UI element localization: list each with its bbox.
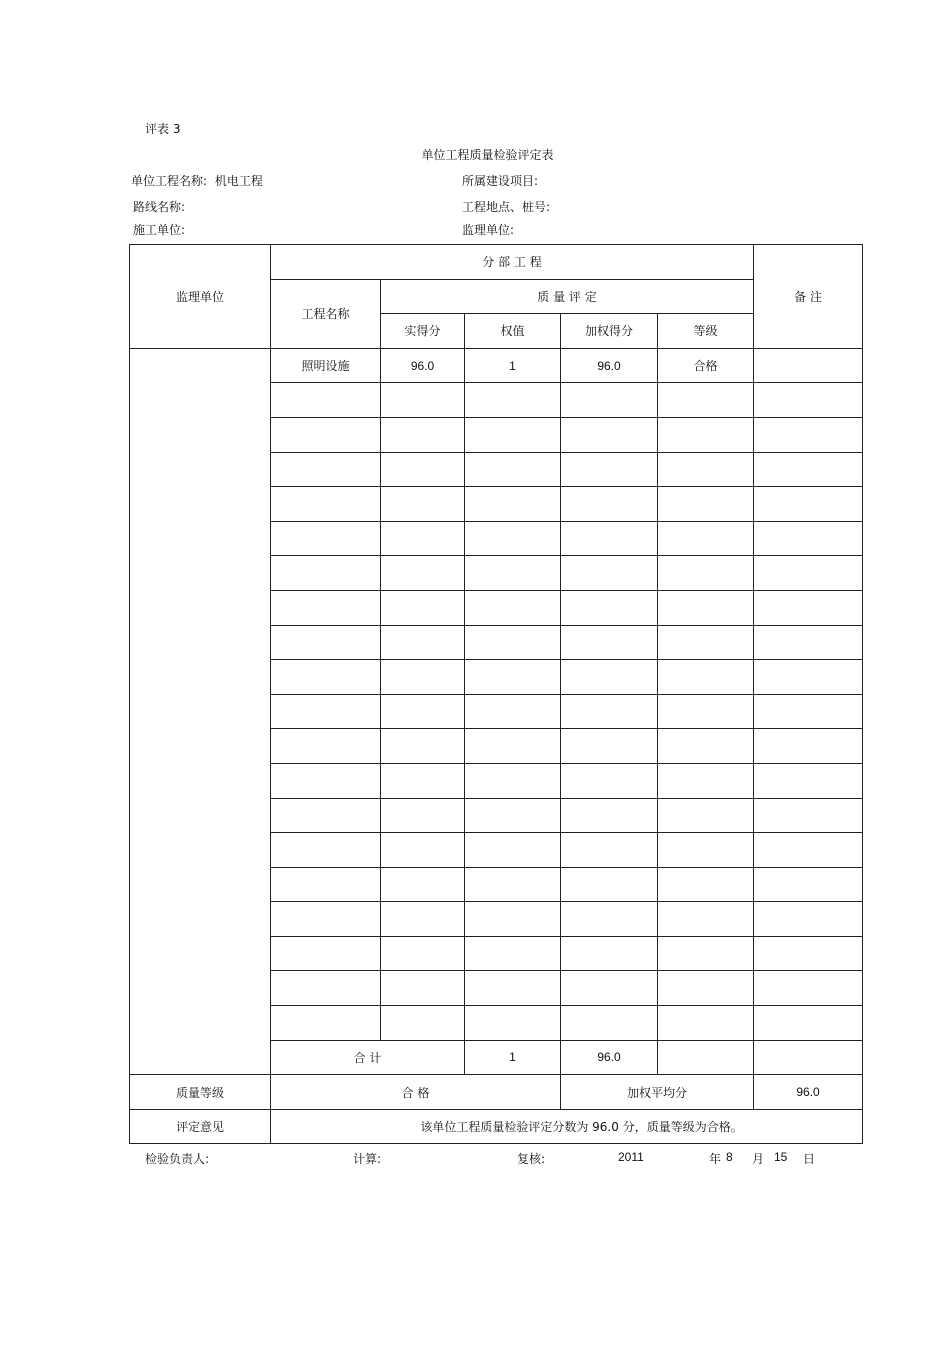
empty-cell	[381, 521, 465, 556]
empty-cell	[381, 625, 465, 660]
empty-cell	[658, 798, 754, 833]
unit-project-value: 机电工程	[214, 174, 263, 188]
empty-cell	[465, 1006, 561, 1041]
empty-cell	[271, 902, 381, 937]
empty-cell	[754, 729, 863, 764]
empty-cell	[465, 867, 561, 902]
empty-cell	[658, 487, 754, 522]
date-day-unit: 日	[803, 1152, 816, 1166]
row-remark	[754, 348, 863, 383]
empty-cell	[561, 417, 658, 452]
empty-cell	[465, 902, 561, 937]
empty-cell	[754, 417, 863, 452]
row-name: 照明设施	[271, 348, 381, 383]
header-grade: 等级	[658, 314, 754, 349]
header-weighted: 加权得分	[561, 314, 658, 349]
total-label: 合 计	[271, 1040, 465, 1075]
empty-cell	[381, 452, 465, 487]
empty-cell	[561, 521, 658, 556]
empty-cell	[754, 936, 863, 971]
empty-cell	[658, 971, 754, 1006]
empty-cell	[754, 971, 863, 1006]
empty-cell	[658, 556, 754, 591]
empty-cell	[271, 556, 381, 591]
evaluation-table	[129, 244, 863, 1144]
empty-cell	[381, 763, 465, 798]
empty-cell	[465, 936, 561, 971]
empty-cell	[658, 590, 754, 625]
empty-cell	[271, 936, 381, 971]
empty-cell	[381, 798, 465, 833]
date-year: 2011	[618, 1150, 644, 1164]
empty-cell	[561, 833, 658, 868]
empty-cell	[754, 590, 863, 625]
supervisor-label: 监理单位:	[462, 223, 515, 237]
empty-cell	[381, 556, 465, 591]
empty-cell	[271, 694, 381, 729]
empty-cell	[754, 556, 863, 591]
empty-cell	[754, 625, 863, 660]
empty-cell	[658, 417, 754, 452]
empty-cell	[561, 694, 658, 729]
empty-cell	[271, 590, 381, 625]
empty-cell	[465, 694, 561, 729]
empty-cell	[465, 487, 561, 522]
empty-cell	[754, 694, 863, 729]
empty-cell	[465, 590, 561, 625]
row-weight: 1	[465, 348, 561, 383]
empty-cell	[561, 1006, 658, 1041]
empty-cell	[561, 763, 658, 798]
header-score: 实得分	[381, 314, 465, 349]
route-label: 路线名称:	[133, 200, 186, 214]
empty-cell	[658, 625, 754, 660]
empty-cell	[381, 487, 465, 522]
empty-cell	[754, 833, 863, 868]
empty-cell	[754, 763, 863, 798]
empty-cell	[271, 867, 381, 902]
header-weight: 权值	[465, 314, 561, 349]
inspector-label: 检验负责人:	[145, 1152, 210, 1166]
empty-cell	[561, 660, 658, 695]
empty-cell	[658, 660, 754, 695]
empty-cell	[381, 971, 465, 1006]
empty-cell	[381, 936, 465, 971]
empty-cell	[658, 383, 754, 418]
empty-cell	[381, 383, 465, 418]
empty-cell	[658, 521, 754, 556]
empty-cell	[465, 452, 561, 487]
total-grade	[658, 1040, 754, 1075]
review-label: 复核:	[517, 1152, 546, 1166]
empty-cell	[658, 1006, 754, 1041]
unit-project-label: 单位工程名称:	[131, 174, 208, 188]
empty-cell	[271, 971, 381, 1006]
empty-cell	[561, 729, 658, 764]
header-subproject: 分 部 工 程	[271, 245, 754, 280]
empty-cell	[754, 798, 863, 833]
weighted-avg-label: 加权平均分	[561, 1075, 754, 1110]
empty-cell	[754, 902, 863, 937]
date-year-unit: 年	[709, 1152, 722, 1166]
quality-grade-value: 合 格	[271, 1075, 561, 1110]
empty-cell	[561, 936, 658, 971]
empty-cell	[465, 763, 561, 798]
empty-cell	[271, 521, 381, 556]
form-number: 评表 3	[145, 122, 181, 136]
calc-label: 计算:	[353, 1152, 382, 1166]
empty-cell	[754, 383, 863, 418]
empty-cell	[658, 763, 754, 798]
empty-cell	[271, 660, 381, 695]
empty-cell	[561, 487, 658, 522]
empty-cell	[271, 625, 381, 660]
weighted-avg-value: 96.0	[754, 1075, 863, 1110]
supervisor-cell	[130, 348, 271, 1074]
empty-cell	[271, 763, 381, 798]
empty-cell	[465, 660, 561, 695]
empty-cell	[561, 867, 658, 902]
total-weight: 1	[465, 1040, 561, 1075]
empty-cell	[465, 625, 561, 660]
empty-cell	[754, 452, 863, 487]
empty-cell	[465, 833, 561, 868]
empty-cell	[658, 936, 754, 971]
row-weighted: 96.0	[561, 348, 658, 383]
row-score: 96.0	[381, 348, 465, 383]
empty-cell	[381, 833, 465, 868]
page-title: 单位工程质量检验评定表	[421, 148, 554, 162]
empty-cell	[754, 660, 863, 695]
opinion-text: 该单位工程质量检验评定分数为 96.0 分，质量等级为合格。	[271, 1109, 863, 1144]
date-month-unit: 月	[752, 1152, 765, 1166]
empty-cell	[271, 833, 381, 868]
empty-cell	[465, 729, 561, 764]
empty-cell	[561, 452, 658, 487]
opinion-label: 评定意见	[130, 1109, 271, 1144]
row-grade: 合格	[658, 348, 754, 383]
empty-cell	[381, 1006, 465, 1041]
empty-cell	[465, 971, 561, 1006]
header-remark: 备 注	[754, 245, 863, 349]
empty-cell	[754, 487, 863, 522]
empty-cell	[381, 660, 465, 695]
empty-cell	[561, 590, 658, 625]
empty-cell	[271, 1006, 381, 1041]
empty-cell	[561, 625, 658, 660]
empty-cell	[754, 521, 863, 556]
empty-cell	[271, 383, 381, 418]
empty-cell	[658, 833, 754, 868]
empty-cell	[658, 867, 754, 902]
empty-cell	[465, 556, 561, 591]
header-project-name: 工程名称	[271, 279, 381, 348]
contractor-label: 施工单位:	[133, 223, 186, 237]
empty-cell	[658, 729, 754, 764]
empty-cell	[465, 798, 561, 833]
empty-cell	[658, 452, 754, 487]
empty-cell	[658, 902, 754, 937]
construction-project-label: 所属建设项目:	[462, 174, 539, 188]
empty-cell	[561, 798, 658, 833]
empty-cell	[271, 729, 381, 764]
empty-cell	[465, 521, 561, 556]
empty-cell	[465, 417, 561, 452]
date-month: 8	[726, 1150, 733, 1164]
empty-cell	[381, 590, 465, 625]
total-weighted: 96.0	[561, 1040, 658, 1075]
empty-cell	[271, 417, 381, 452]
empty-cell	[465, 383, 561, 418]
empty-cell	[754, 867, 863, 902]
location-label: 工程地点、桩号:	[462, 200, 551, 214]
empty-cell	[271, 798, 381, 833]
empty-cell	[271, 487, 381, 522]
empty-cell	[381, 729, 465, 764]
header-supervisor: 监理单位	[130, 245, 271, 349]
empty-cell	[561, 971, 658, 1006]
total-remark	[754, 1040, 863, 1075]
empty-cell	[561, 556, 658, 591]
empty-cell	[271, 452, 381, 487]
header-quality: 质 量 评 定	[381, 279, 754, 314]
empty-cell	[561, 902, 658, 937]
empty-cell	[381, 417, 465, 452]
quality-grade-label: 质量等级	[130, 1075, 271, 1110]
empty-cell	[658, 694, 754, 729]
date-day: 15	[774, 1150, 788, 1164]
empty-cell	[754, 1006, 863, 1041]
empty-cell	[381, 867, 465, 902]
empty-cell	[381, 902, 465, 937]
empty-cell	[381, 694, 465, 729]
unit-project-field	[131, 172, 263, 189]
empty-cell	[561, 383, 658, 418]
